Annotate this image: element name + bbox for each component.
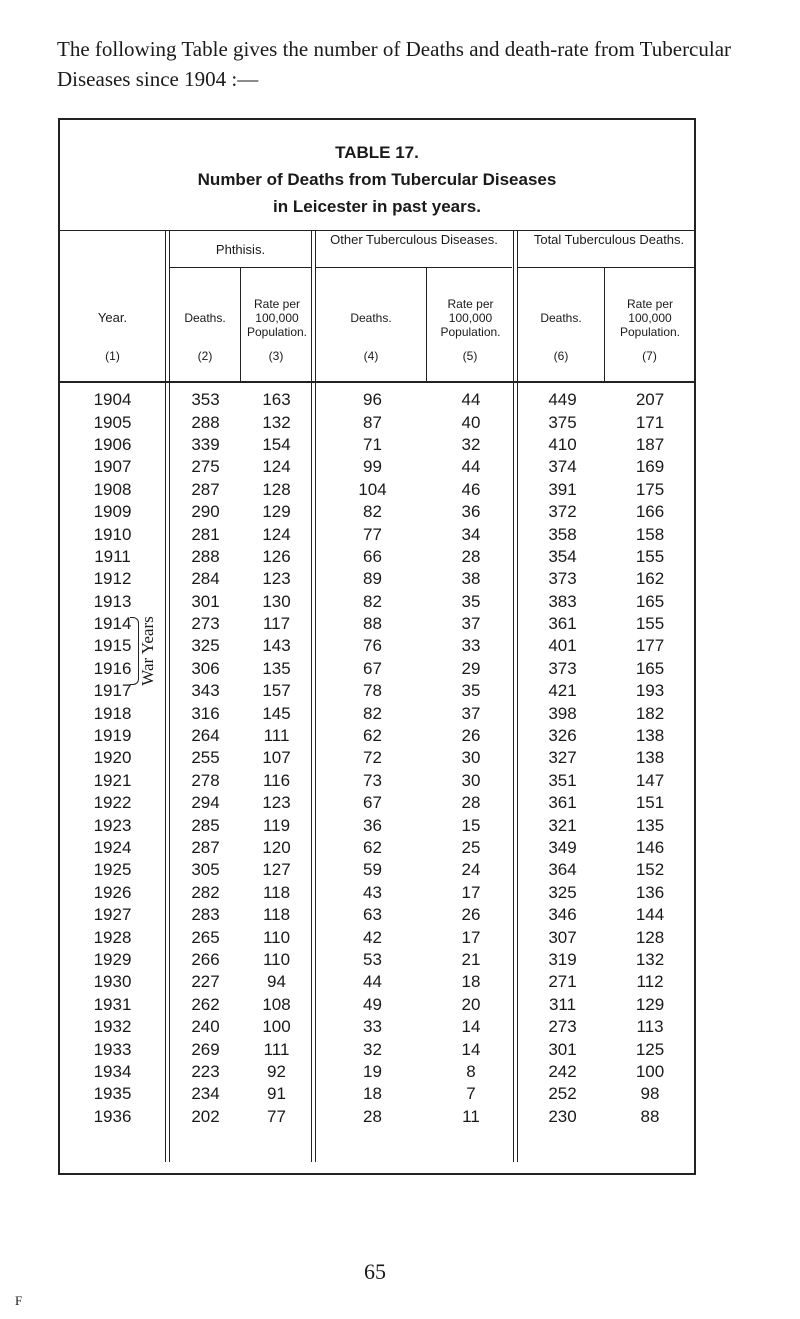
table-row <box>60 411 694 433</box>
cell-rate-phthisis: 124 <box>262 524 291 544</box>
cell-year: 1927 <box>93 905 132 925</box>
cell-rate-other: 34 <box>461 524 481 544</box>
table-row <box>60 792 694 814</box>
cell-rate-phthisis: 163 <box>262 390 291 410</box>
cell-rate-total: 175 <box>635 479 665 499</box>
cell-rate-total: 132 <box>635 949 665 969</box>
table-row <box>60 971 694 993</box>
cell-deaths-total: 391 <box>548 479 577 499</box>
table-row <box>60 770 694 792</box>
cell-rate-phthisis: 120 <box>262 838 291 857</box>
cell-deaths-other: 59 <box>363 860 382 880</box>
cell-rate-phthisis: 129 <box>262 502 291 522</box>
cell-deaths-other: 19 <box>363 1061 382 1081</box>
table-row <box>60 479 694 501</box>
cell-deaths-phthisis: 301 <box>191 591 220 611</box>
cell-deaths-other: 87 <box>363 412 382 432</box>
cell-deaths-total: 401 <box>548 636 577 656</box>
cell-rate-other: 30 <box>461 748 481 768</box>
cell-deaths-other: 99 <box>363 457 382 477</box>
cell-deaths-other: 71 <box>363 434 382 454</box>
cell-deaths-total: 346 <box>548 905 577 925</box>
table-row <box>60 702 694 724</box>
cell-deaths-other: 67 <box>363 793 382 813</box>
cell-deaths-phthisis: 284 <box>191 569 220 589</box>
cell-deaths-phthisis: 287 <box>191 479 220 499</box>
cell-year: 1926 <box>93 882 132 902</box>
cell-rate-phthisis: 108 <box>262 994 291 1014</box>
cell-rate-total: 88 <box>640 1106 660 1126</box>
column-number-4: (4) <box>363 349 379 363</box>
column-number-3: (3) <box>268 349 284 363</box>
cell-deaths-phthisis: 285 <box>191 815 220 835</box>
column-heading-deaths-phthisis: Deaths. <box>184 311 226 325</box>
cell-rate-phthisis: 127 <box>262 860 291 880</box>
table-row <box>60 949 694 971</box>
cell-deaths-total: 326 <box>548 726 577 746</box>
cell-year: 1904 <box>93 390 132 410</box>
group-heading-other: Other Tuberculous Diseases. <box>330 232 498 247</box>
header-top-rule <box>60 230 694 231</box>
table-row <box>60 994 694 1016</box>
vrule-total-mid <box>604 267 605 383</box>
cell-rate-phthisis: 110 <box>262 949 291 969</box>
table-title: TABLE 17. <box>335 143 419 162</box>
cell-deaths-total: 361 <box>548 793 577 813</box>
cell-rate-other: 24 <box>461 860 481 880</box>
cell-rate-total: 187 <box>635 434 665 454</box>
cell-rate-phthisis: 126 <box>262 546 291 566</box>
cell-deaths-phthisis: 269 <box>191 1039 220 1059</box>
cell-deaths-total: 319 <box>548 949 577 969</box>
cell-deaths-other: 36 <box>363 815 382 835</box>
cell-rate-total: 155 <box>635 546 665 566</box>
cell-rate-other: 46 <box>461 479 481 499</box>
cell-year: 1914 <box>93 614 132 634</box>
column-heading-deaths-other: Deaths. <box>350 311 392 325</box>
column-heading-year: Year. <box>97 310 128 325</box>
table-frame-bottom <box>58 1173 694 1175</box>
cell-rate-other: 17 <box>461 927 481 947</box>
cell-year: 1916 <box>93 658 132 678</box>
column-heading-rate-total: Rate per 100,000 Population. <box>619 297 681 339</box>
cell-deaths-phthisis: 234 <box>191 1084 220 1104</box>
cell-deaths-phthisis: 273 <box>191 614 220 634</box>
cell-deaths-other: 96 <box>363 390 382 410</box>
cell-deaths-phthisis: 227 <box>191 972 220 992</box>
cell-deaths-phthisis: 306 <box>191 658 220 678</box>
cell-rate-total: 125 <box>635 1039 665 1059</box>
cell-deaths-total: 398 <box>548 703 577 723</box>
cell-rate-other: 40 <box>461 412 481 432</box>
cell-deaths-phthisis: 294 <box>191 793 220 813</box>
cell-rate-phthisis: 143 <box>262 636 291 656</box>
cell-deaths-other: 66 <box>363 546 382 566</box>
cell-deaths-other: 72 <box>363 748 382 768</box>
cell-year: 1929 <box>93 949 132 969</box>
cell-rate-phthisis: 128 <box>262 479 291 499</box>
column-number-5: (5) <box>462 349 478 363</box>
cell-deaths-total: 351 <box>548 770 577 790</box>
cell-deaths-phthisis: 266 <box>191 949 220 969</box>
war-years-label <box>137 617 159 685</box>
column-number-7: (7) <box>642 349 657 363</box>
cell-deaths-total: 252 <box>548 1084 577 1104</box>
cell-year: 1920 <box>93 748 132 768</box>
cell-deaths-other: 43 <box>363 882 382 902</box>
cell-deaths-other: 88 <box>363 614 382 634</box>
table-row <box>60 546 694 568</box>
cell-year: 1919 <box>93 726 132 746</box>
cell-rate-other: 44 <box>461 457 481 477</box>
signature-mark: F <box>15 1293 23 1308</box>
cell-deaths-phthisis: 262 <box>191 994 220 1014</box>
cell-rate-total: 147 <box>635 770 665 790</box>
cell-rate-phthisis: 145 <box>262 703 291 723</box>
cell-deaths-phthisis: 353 <box>191 390 220 410</box>
cell-deaths-other: 42 <box>363 927 382 947</box>
cell-deaths-other: 67 <box>363 658 382 678</box>
column-heading-rate-phthisis: Rate per 100,000 Population. <box>246 297 308 339</box>
cell-rate-total: 112 <box>636 972 664 992</box>
cell-rate-total: 177 <box>635 636 665 656</box>
table-row <box>60 434 694 456</box>
cell-deaths-phthisis: 287 <box>191 838 220 857</box>
cell-deaths-phthisis: 240 <box>191 1017 220 1037</box>
cell-rate-phthisis: 116 <box>262 770 291 790</box>
cell-deaths-phthisis: 325 <box>191 636 220 656</box>
cell-rate-other: 28 <box>461 793 481 813</box>
cell-rate-phthisis: 111 <box>263 726 290 746</box>
cell-deaths-total: 327 <box>548 748 577 768</box>
cell-deaths-phthisis: 278 <box>191 770 220 790</box>
cell-rate-other: 11 <box>462 1106 480 1126</box>
cell-year: 1907 <box>93 457 132 477</box>
cell-rate-phthisis: 111 <box>263 1039 290 1059</box>
cell-rate-phthisis: 130 <box>262 591 291 611</box>
cell-deaths-other: 82 <box>363 703 382 723</box>
cell-deaths-total: 354 <box>548 546 577 566</box>
cell-year: 1924 <box>93 838 132 857</box>
vrule-other-mid <box>426 267 427 383</box>
table-row <box>60 814 694 836</box>
group-heading-total: Total Tuberculous Deaths. <box>533 232 685 247</box>
cell-deaths-total: 242 <box>548 1061 577 1081</box>
cell-year: 1910 <box>93 524 132 544</box>
cell-rate-other: 37 <box>461 614 481 634</box>
cell-deaths-other: 89 <box>363 569 382 589</box>
cell-rate-other: 29 <box>461 658 481 678</box>
table-row <box>60 523 694 545</box>
cell-deaths-other: 73 <box>363 770 382 790</box>
cell-rate-total: 128 <box>635 927 665 947</box>
vrule-phthisis-mid <box>240 267 241 383</box>
table-subtitle-line-2: in Leicester in past years. <box>273 197 481 216</box>
cell-year: 1934 <box>93 1061 132 1081</box>
war-years-text: War Years <box>138 616 157 686</box>
cell-deaths-other: 82 <box>363 591 382 611</box>
cell-deaths-total: 271 <box>548 972 577 992</box>
cell-rate-total: 138 <box>635 748 665 768</box>
table-row <box>60 926 694 948</box>
table-row <box>60 456 694 478</box>
cell-rate-other: 7 <box>466 1084 476 1104</box>
cell-year: 1913 <box>93 591 132 611</box>
cell-rate-total: 151 <box>635 793 665 813</box>
table-title-block <box>60 139 694 220</box>
cell-deaths-total: 372 <box>548 502 577 522</box>
cell-deaths-phthisis: 255 <box>191 748 220 768</box>
cell-year: 1925 <box>93 860 132 880</box>
cell-rate-other: 26 <box>461 726 481 746</box>
table-row <box>60 389 694 411</box>
cell-deaths-phthisis: 290 <box>191 502 220 522</box>
cell-year: 1936 <box>93 1106 132 1126</box>
cell-deaths-other: 18 <box>363 1084 382 1104</box>
cell-deaths-other: 104 <box>358 479 387 499</box>
cell-rate-other: 26 <box>461 905 481 925</box>
cell-year: 1906 <box>93 434 132 454</box>
cell-rate-other: 35 <box>461 681 481 701</box>
cell-deaths-phthisis: 288 <box>191 546 220 566</box>
cell-deaths-total: 361 <box>548 614 577 634</box>
cell-deaths-total: 364 <box>548 860 577 880</box>
table-row <box>60 1106 694 1128</box>
cell-rate-other: 38 <box>461 569 481 589</box>
cell-year: 1935 <box>93 1084 132 1104</box>
cell-rate-total: 152 <box>635 860 665 880</box>
cell-rate-total: 155 <box>635 614 665 634</box>
cell-year: 1905 <box>93 412 132 432</box>
cell-deaths-phthisis: 275 <box>191 457 220 477</box>
cell-rate-other: 35 <box>461 591 481 611</box>
cell-deaths-phthisis: 282 <box>191 882 220 902</box>
cell-rate-total: 171 <box>635 412 665 432</box>
table-row <box>60 837 694 859</box>
cell-year: 1909 <box>93 502 132 522</box>
cell-year: 1921 <box>93 770 132 790</box>
table-row <box>60 904 694 926</box>
group-underline-other <box>315 267 512 268</box>
cell-rate-total: 169 <box>635 457 665 477</box>
cell-deaths-total: 449 <box>548 390 577 410</box>
cell-year: 1912 <box>93 569 132 589</box>
cell-deaths-total: 373 <box>548 569 577 589</box>
cell-rate-phthisis: 118 <box>262 905 291 925</box>
cell-deaths-total: 273 <box>548 1017 577 1037</box>
cell-deaths-other: 49 <box>363 994 382 1014</box>
table-subtitle-line-1: Number of Deaths from Tubercular Diseases <box>197 170 557 189</box>
cell-rate-phthisis: 135 <box>262 658 291 678</box>
cell-deaths-total: 311 <box>548 994 577 1014</box>
cell-year: 1922 <box>93 793 132 813</box>
cell-deaths-phthisis: 281 <box>191 524 220 544</box>
cell-rate-total: 165 <box>635 591 665 611</box>
table-row <box>60 1016 694 1038</box>
cell-rate-other: 15 <box>461 815 481 835</box>
cell-deaths-total: 374 <box>548 457 577 477</box>
cell-deaths-total: 375 <box>548 412 577 432</box>
cell-deaths-total: 325 <box>548 882 577 902</box>
cell-deaths-other: 53 <box>363 949 382 969</box>
cell-deaths-phthisis: 283 <box>191 905 220 925</box>
cell-deaths-total: 301 <box>548 1039 577 1059</box>
cell-rate-phthisis: 91 <box>267 1084 286 1104</box>
cell-rate-other: 36 <box>461 502 481 522</box>
cell-year: 1933 <box>93 1039 132 1059</box>
cell-deaths-phthisis: 288 <box>191 412 220 432</box>
cell-deaths-other: 82 <box>363 502 382 522</box>
column-number-6: (6) <box>553 349 569 363</box>
table-row <box>60 591 694 613</box>
cell-deaths-phthisis: 265 <box>191 927 220 947</box>
column-heading-deaths-total: Deaths. <box>540 311 582 325</box>
cell-rate-other: 37 <box>461 703 481 723</box>
cell-rate-total: 136 <box>635 882 665 902</box>
cell-rate-total: 129 <box>635 994 665 1014</box>
cell-deaths-total: 410 <box>548 434 577 454</box>
cell-deaths-other: 32 <box>363 1039 382 1059</box>
cell-year: 1915 <box>93 636 132 656</box>
cell-deaths-other: 62 <box>363 726 382 746</box>
cell-deaths-phthisis: 202 <box>191 1106 220 1126</box>
cell-deaths-other: 44 <box>363 972 382 992</box>
cell-rate-total: 182 <box>635 703 665 723</box>
cell-rate-other: 18 <box>461 972 481 992</box>
cell-year: 1918 <box>93 703 132 723</box>
cell-rate-total: 207 <box>635 390 665 410</box>
cell-rate-total: 98 <box>640 1084 660 1104</box>
cell-deaths-other: 78 <box>363 681 382 701</box>
cell-rate-total: 162 <box>635 569 665 589</box>
cell-rate-total: 193 <box>635 681 665 701</box>
cell-rate-total: 113 <box>636 1017 664 1037</box>
cell-rate-other: 14 <box>461 1017 481 1037</box>
cell-rate-other: 28 <box>461 546 481 566</box>
table-row <box>60 747 694 769</box>
cell-deaths-phthisis: 343 <box>191 681 220 701</box>
cell-rate-phthisis: 154 <box>262 434 291 454</box>
cell-rate-other: 25 <box>461 838 481 857</box>
cell-rate-other: 30 <box>461 770 481 790</box>
cell-rate-total: 166 <box>635 502 665 522</box>
cell-rate-other: 17 <box>461 882 481 902</box>
cell-deaths-total: 373 <box>548 658 577 678</box>
cell-rate-total: 138 <box>635 726 665 746</box>
cell-rate-total: 158 <box>635 524 665 544</box>
cell-rate-phthisis: 118 <box>262 882 291 902</box>
cell-year: 1911 <box>94 546 131 566</box>
cell-deaths-phthisis: 316 <box>191 703 220 723</box>
cell-rate-phthisis: 94 <box>267 972 286 992</box>
cell-year: 1923 <box>93 815 132 835</box>
cell-rate-phthisis: 107 <box>262 748 291 768</box>
intro-paragraph: The following Table gives the number of Deaths and death-rate from Tubercular Diseases since 1904 :— <box>57 37 732 91</box>
cell-deaths-phthisis: 264 <box>191 726 220 746</box>
page-number: 65 <box>364 1259 386 1284</box>
table-row <box>60 859 694 881</box>
cell-rate-other: 21 <box>461 949 481 969</box>
cell-deaths-total: 307 <box>548 927 577 947</box>
cell-deaths-other: 63 <box>363 905 382 925</box>
cell-deaths-phthisis: 339 <box>191 434 220 454</box>
cell-year: 1931 <box>93 994 132 1014</box>
cell-deaths-other: 62 <box>363 838 382 857</box>
table-row <box>60 1083 694 1105</box>
cell-rate-total: 144 <box>635 905 665 925</box>
cell-rate-other: 33 <box>461 636 481 656</box>
cell-rate-total: 165 <box>635 658 665 678</box>
cell-rate-total: 135 <box>635 815 665 835</box>
cell-rate-other: 32 <box>461 434 481 454</box>
cell-deaths-total: 383 <box>548 591 577 611</box>
cell-deaths-total: 349 <box>548 838 577 857</box>
cell-rate-other: 20 <box>461 994 481 1014</box>
cell-deaths-other: 33 <box>363 1017 382 1037</box>
cell-deaths-phthisis: 305 <box>191 860 220 880</box>
table-row <box>60 725 694 747</box>
cell-rate-phthisis: 110 <box>262 927 291 947</box>
cell-rate-other: 8 <box>466 1061 476 1081</box>
cell-rate-phthisis: 123 <box>262 569 291 589</box>
column-number-2: (2) <box>197 349 213 363</box>
table-row <box>60 1061 694 1083</box>
cell-deaths-total: 321 <box>548 815 577 835</box>
cell-rate-total: 100 <box>635 1061 665 1081</box>
cell-rate-other: 14 <box>461 1039 481 1059</box>
group-heading-phthisis: Phthisis. <box>215 242 266 257</box>
cell-rate-phthisis: 119 <box>262 815 291 835</box>
cell-deaths-total: 358 <box>548 524 577 544</box>
cell-deaths-phthisis: 223 <box>191 1061 220 1081</box>
header-bottom-rule <box>60 381 694 383</box>
table-row <box>60 1038 694 1060</box>
cell-year: 1930 <box>93 972 132 992</box>
table-row <box>60 501 694 523</box>
cell-rate-phthisis: 157 <box>262 681 291 701</box>
deaths-table <box>60 389 694 1128</box>
cell-rate-phthisis: 117 <box>262 614 291 634</box>
cell-deaths-total: 421 <box>548 681 577 701</box>
cell-year: 1928 <box>93 927 132 947</box>
cell-rate-other: 44 <box>461 390 481 410</box>
table-row <box>60 882 694 904</box>
cell-rate-phthisis: 123 <box>262 793 291 813</box>
cell-rate-phthisis: 100 <box>262 1017 291 1037</box>
cell-rate-total: 146 <box>635 838 665 857</box>
column-heading-rate-other: Rate per 100,000 Population. <box>440 297 501 339</box>
column-number-1: (1) <box>105 349 120 363</box>
cell-rate-phthisis: 132 <box>262 412 291 432</box>
table-row <box>60 568 694 590</box>
cell-year: 1917 <box>93 681 132 701</box>
cell-rate-phthisis: 124 <box>262 457 291 477</box>
cell-year: 1908 <box>93 479 132 499</box>
cell-year: 1932 <box>93 1017 132 1037</box>
cell-deaths-other: 77 <box>363 524 382 544</box>
group-underline-total <box>517 267 694 268</box>
cell-deaths-other: 76 <box>363 636 382 656</box>
cell-rate-phthisis: 92 <box>267 1061 286 1081</box>
cell-deaths-total: 230 <box>548 1106 577 1126</box>
cell-rate-phthisis: 77 <box>267 1106 286 1126</box>
cell-deaths-other: 28 <box>363 1106 382 1126</box>
